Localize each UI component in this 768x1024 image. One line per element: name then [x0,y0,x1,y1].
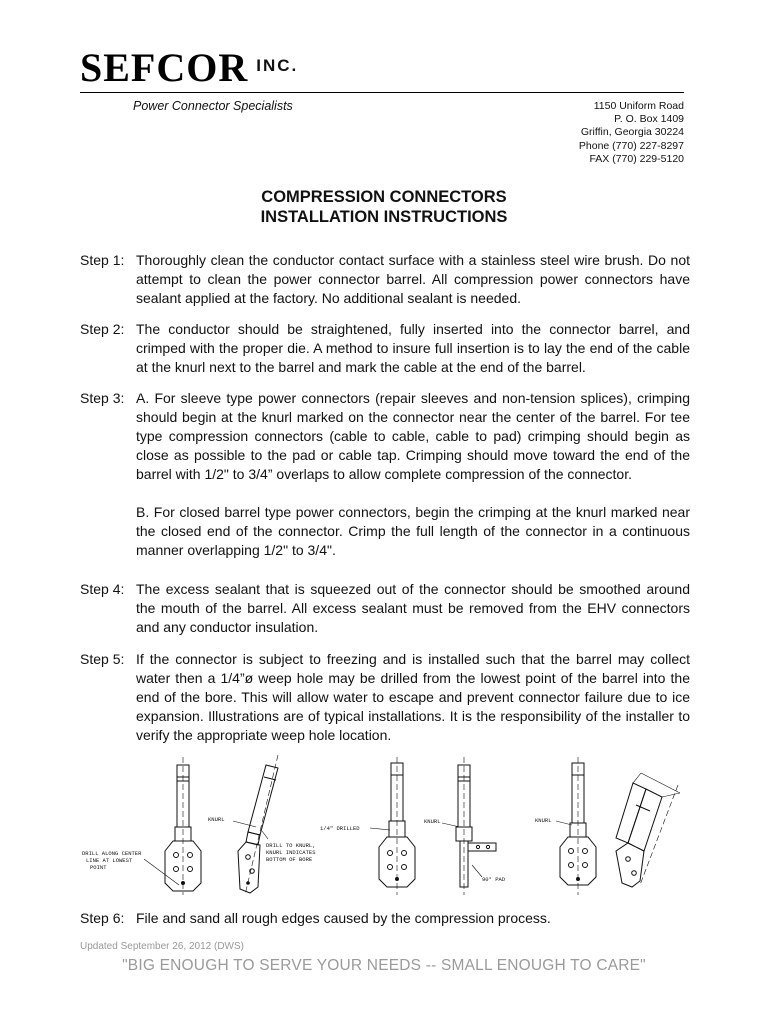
figure-angled-lug [208,755,316,895]
header-rule [80,92,684,93]
step-6 [80,909,690,928]
step-label: Step 2: [80,321,125,337]
address-line: P. O. Box 1409 [614,113,684,126]
company-slogan: "BIG ENOUGH TO SERVE YOUR NEEDS -- SMALL ENOUGH TO CARE" [122,957,646,974]
knurl-label: KNURL [424,818,441,825]
step-3 [80,389,690,560]
step-text: File and sand all rough edges caused by the compression process. [136,910,551,926]
phone-line: Phone (770) 227-8297 [578,139,684,152]
figure-tee-pad [424,757,506,895]
drill-along-label-3: POINT [90,864,107,871]
drilled-label: 1/4" DRILLED [320,825,360,832]
drill-to-knurl-label-3: BOTTOM OF BORE [266,856,313,863]
step-text: The conductor should be straightened, fully inserted into the connector barrel, and crimped with the proper die. A method to insure full insertion is to lay the end of the cable at the knurl next to the barrel and mark the cable at the end of the barrel. [136,321,690,375]
document-subtitle: INSTALLATION INSTRUCTIONS [260,208,508,226]
step-text: The excess sealant that is squeezed out of the connector should be smoothed around the mouth of the barrel. All excess sealant must be removed from the EHV connectors and any conductor insulation. [136,581,690,635]
address-line: 1150 Uniform Road [593,100,684,112]
figure-angled-connector [616,773,680,887]
step-4 [80,580,690,637]
step-label: Step 3: [80,390,125,406]
company-address [579,100,684,166]
drill-to-knurl-label-1: DRILL TO KNURL, [266,842,316,849]
figure-vertical-lug-knurl [535,757,596,895]
step-label: Step 1: [80,252,125,268]
fax-line: FAX (770) 229-5120 [589,152,684,165]
step-text-b: B. For closed barrel type power connectors, begin the crimping at the knurl marked near the closed end of the connector. Crimp the full length of the connector in a continuous manner overlapping 1/2" to 3/4". [136,504,690,558]
step-label: Step 4: [80,581,125,597]
updated-date: Updated September 26, 2012 (DWS) [80,941,244,952]
step-2 [80,320,690,377]
company-name: SEFCOR [80,45,249,90]
address-line: Griffin, Georgia 30224 [580,126,684,139]
tagline: Power Connector Specialists [133,99,293,113]
installation-illustrations [80,755,690,900]
document-title: COMPRESSION CONNECTORS [261,188,507,206]
step-text: Thoroughly clean the conductor contact surface with a stainless steel wire brush. Do not attempt to clean the power connector barrel. All compression power connectors have sealant applied at the factory. No additional sealant is needed. [136,252,690,306]
step-label: Step 6: [80,910,125,926]
step-text-a: A. For sleeve type power connectors (repair sleeves and non-tension splices), crimping should begin at the knurl marked on the connector near the center of the barrel. For tee type compression connectors (cable to cable, cable to pad) crimping should begin as close as possible to the pad or cable tap. Crimping should move toward the end of the barrel with 1/2" to 3/4” overlaps to allow complete compression of the connector. [136,390,690,482]
drill-along-label-2: LINE AT LOWEST [86,857,133,864]
drill-along-label-1: DRILL ALONG CENTER [82,850,142,857]
figure-tee-drilled [320,757,415,895]
step-1 [80,251,690,308]
company-logo [80,44,298,91]
knurl-label: KNURL [208,816,225,823]
company-suffix: INC. [256,56,299,75]
figure-vertical-lug [82,757,201,895]
pad-label: 90° PAD [482,876,506,883]
drill-to-knurl-label-2: KNURL INDICATES [266,849,316,856]
step-text: If the connector is subject to freezing and is installed such that the barrel may collect water then a 1/4”ø weep hole may be drilled from the lowest point of the barrel into the end of the bore. This will allow water to escape and prevent connector failure due to ice expansion. Illustrations are of typical installations. It is the responsibility of the installer to verify the appropriate weep hole location. [136,651,690,743]
step-label: Step 5: [80,651,125,667]
knurl-label: KNURL [535,817,552,824]
step-5 [80,650,690,745]
